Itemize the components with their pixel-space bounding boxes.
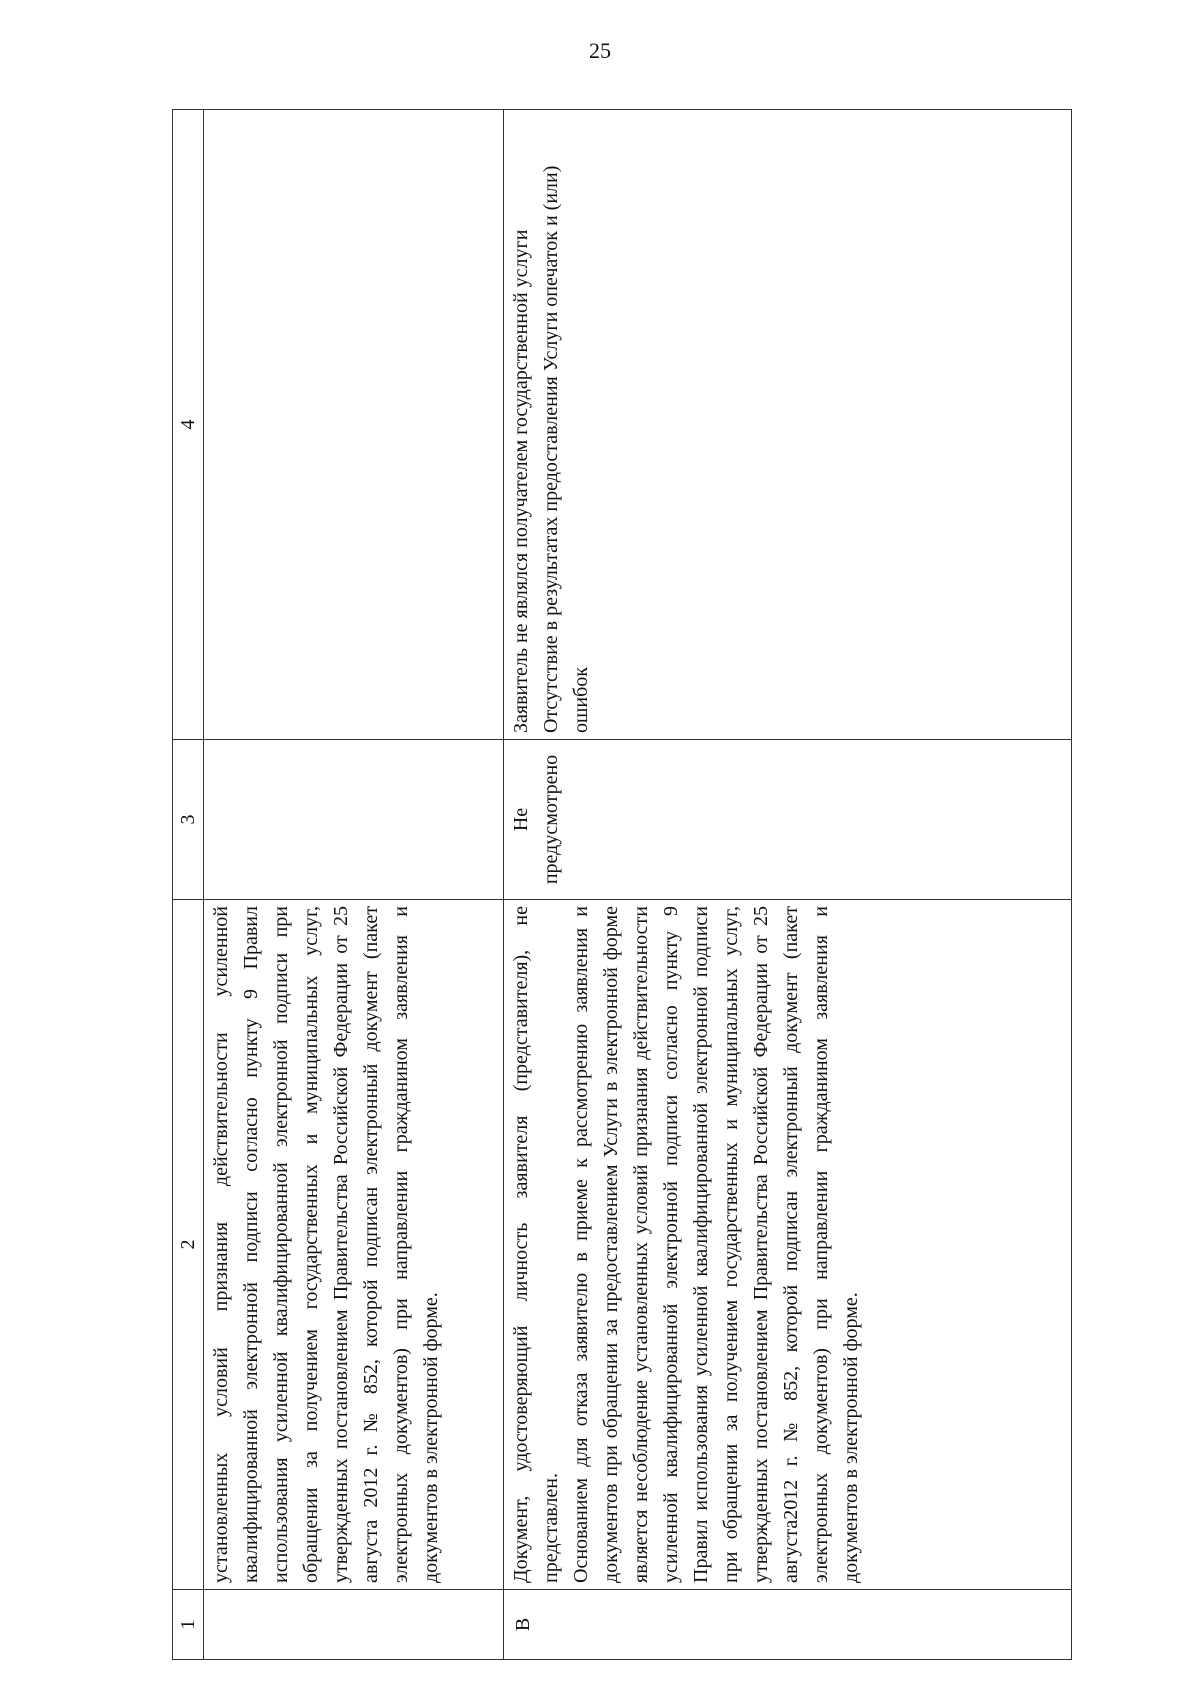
row2-col4-cell: [504, 110, 1072, 740]
rotated-table-container: [172, 110, 1072, 1660]
row1-col4-cell: [204, 110, 504, 740]
table-header-row: [173, 110, 204, 1660]
table-row: [504, 110, 1072, 1660]
table-row: [204, 110, 504, 1660]
header-cell-3: 3: [173, 740, 204, 900]
header-cell-2: 2: [173, 900, 204, 1590]
document-table: [172, 109, 1072, 1660]
header-cell-1: 1: [173, 1590, 204, 1660]
row2-description-cell: [504, 900, 1072, 1590]
page-number: 25: [589, 38, 611, 63]
row1-description-cell: установленных условий признания действительности усиленной квалифицированной электронной подписи согласно пункту 9 Правил использования усиленной квалифицированной электронной подписи при обращении за получением государственных и муниципальных услуг, утвержденных постановлением Правительства Российской Федерации от 25 августа 2012 г. № 852, которой подписан электронный документ (пакет электронных документов) при направлении гражданином заявления и документов в электронной форме.: [204, 900, 504, 1590]
row2-code-cell: В: [504, 1590, 1072, 1660]
row2-description-line-2: Основанием для отказа заявителю в приеме к рассмотрению заявления и документов при обращении за предоставлением Услуги в электронной форме является несоблюдение установленных условий признания действительности усиленной квалифицированной электронной подписи согласно пункту 9 Правил использования усиленной квалифицированной электронной подписи при обращении за получением государственных и муниципальных услуг, утвержденных постановлением Правительства Российской Федерации от 25 августа2012 г. № 852, которой подписан электронный документ (пакет электронных документов) при направлении гражданином заявления и документов в электронной форме.: [570, 906, 862, 1583]
row1-col3-cell: [204, 740, 504, 900]
row2-description-line-1: Документ, удостоверяющий личность заявителя (представителя), не представлен.: [510, 906, 562, 1583]
header-cell-4: 4: [173, 110, 204, 740]
row2-col3-cell: Не предусмотрено: [504, 740, 1072, 900]
rotated-table-inner: [172, 110, 1072, 1660]
row2-col4-line-2: Отсутствие в результатах предоставления Услуги опечаток и (или) ошибок: [540, 165, 592, 733]
row1-code-cell: [204, 1590, 504, 1660]
row2-col4-line-1: Заявитель не являлся получателем государственной услуги: [510, 229, 532, 733]
